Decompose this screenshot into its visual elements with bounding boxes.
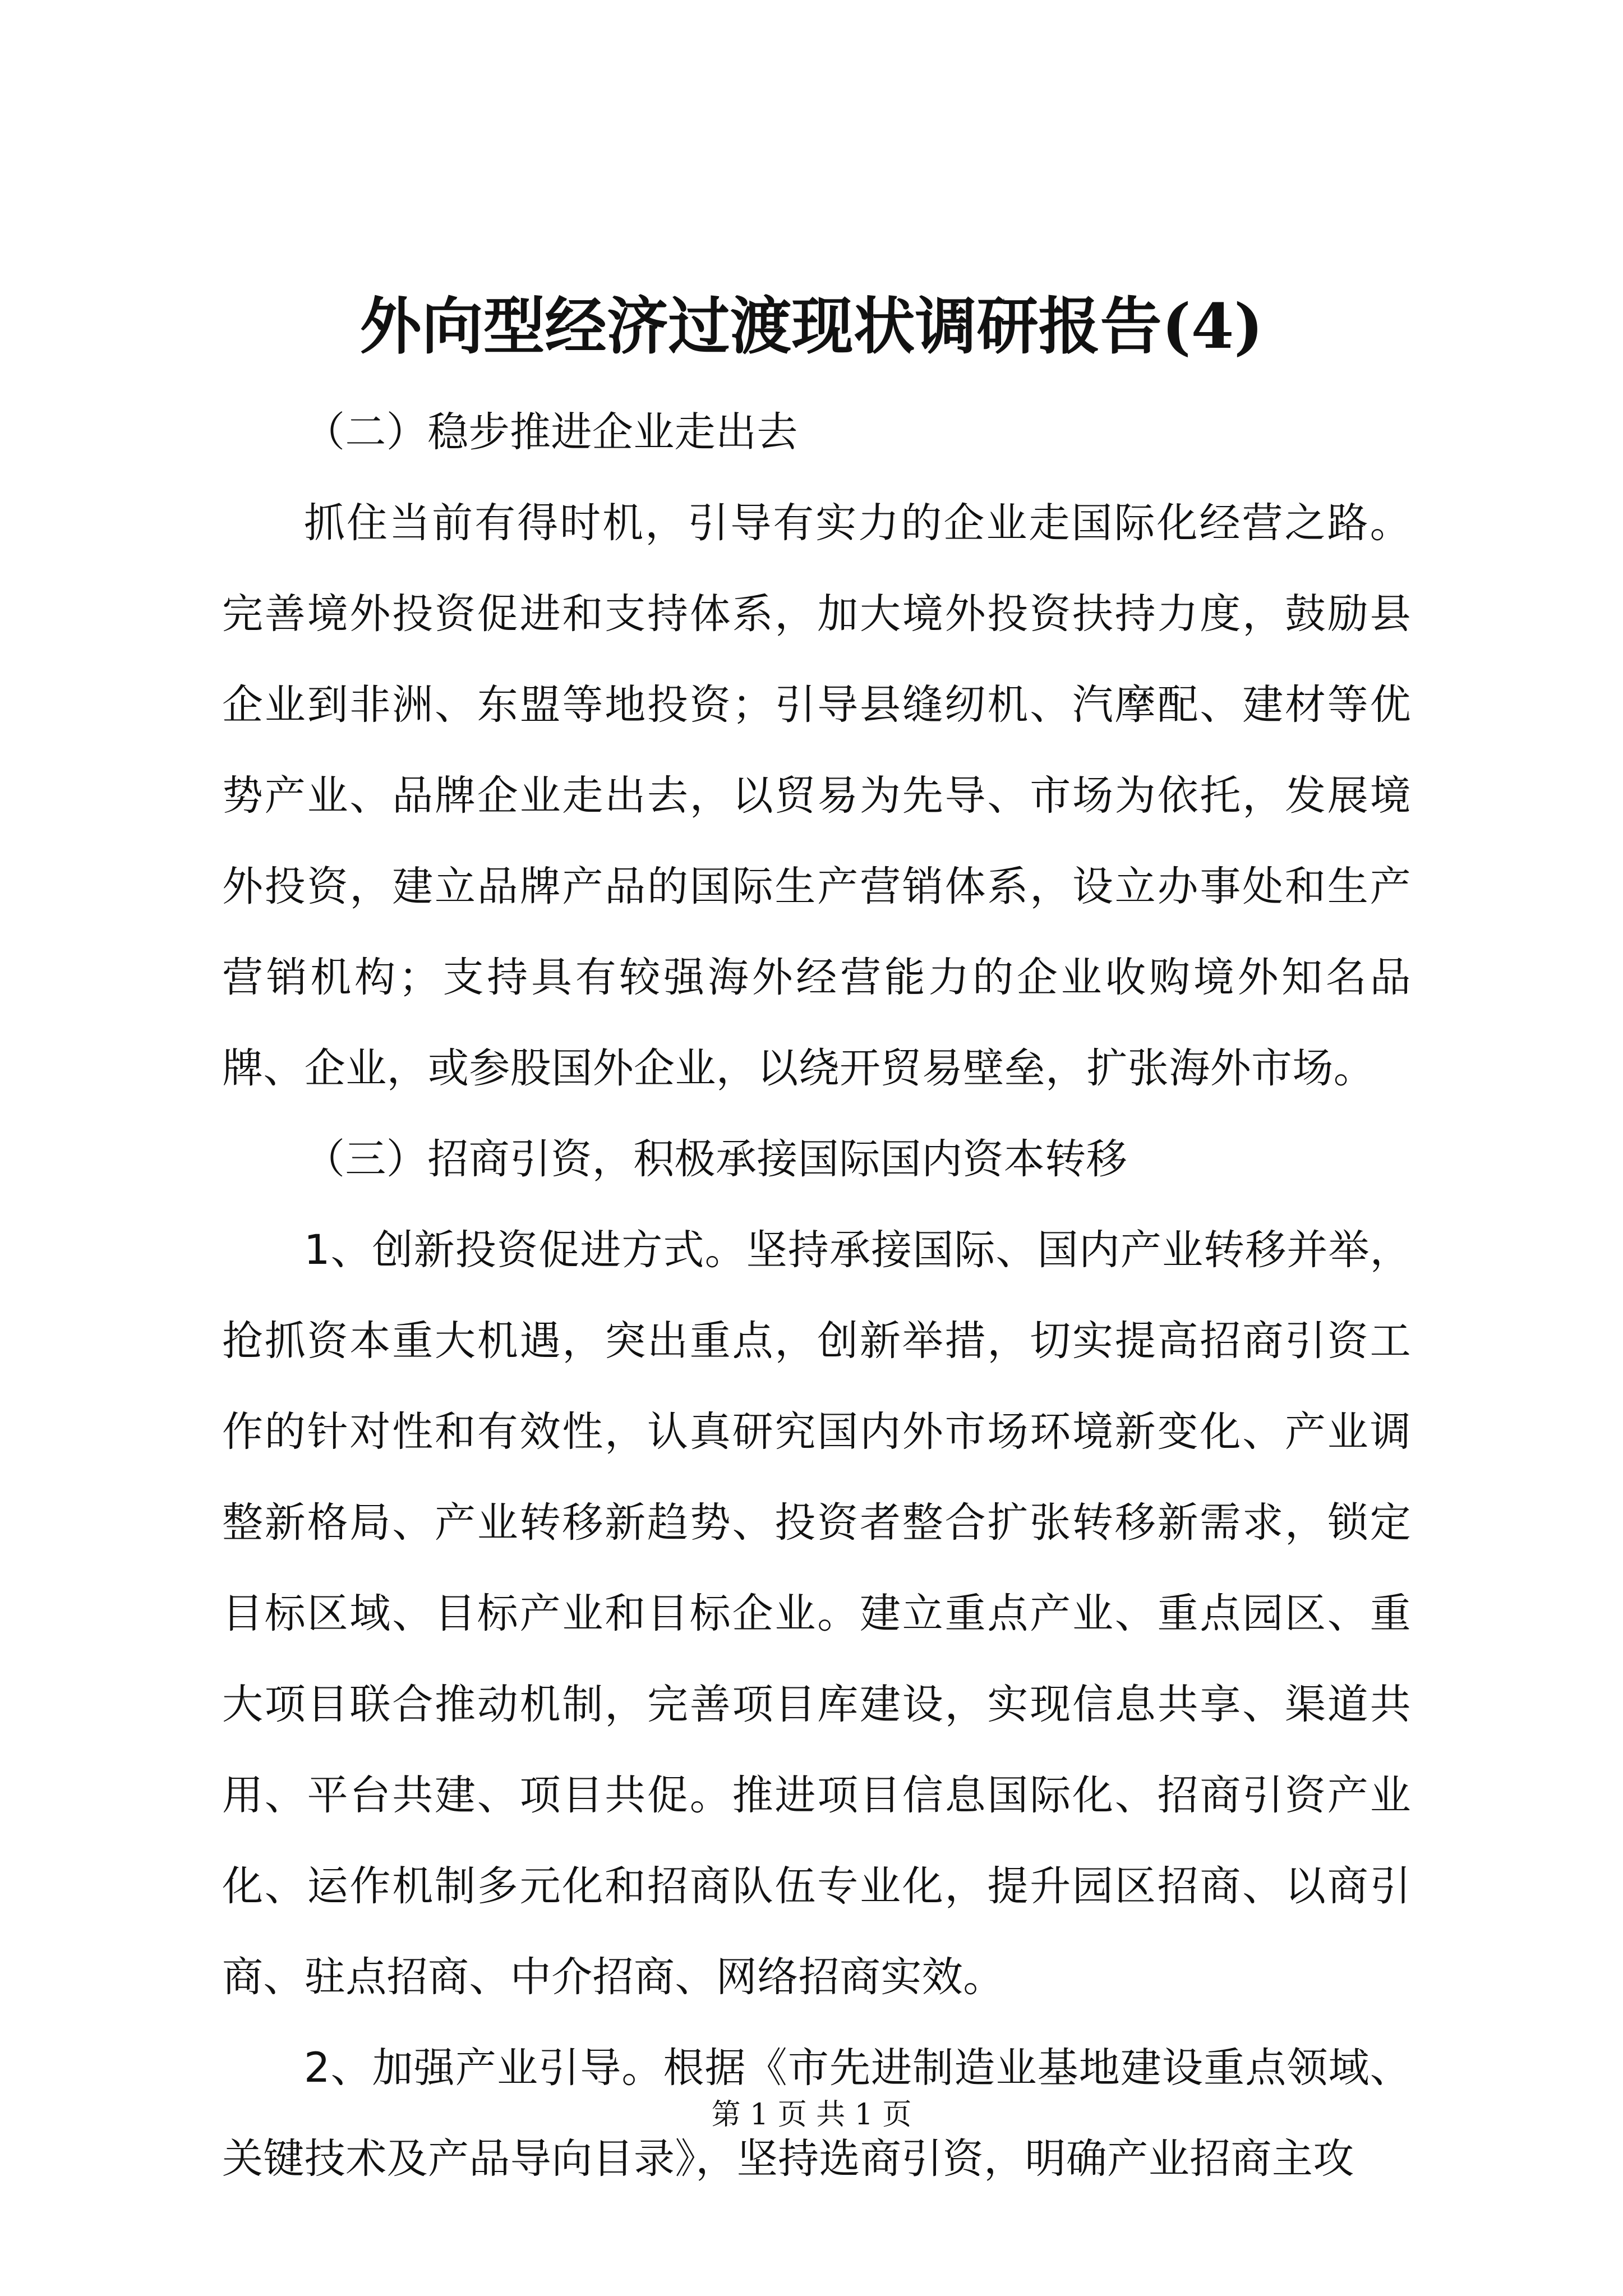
paragraph: 抓住当前有得时机，引导有实力的企业走国际化经营之路。完善境外投资促进和支持体系，加大境外投资扶持力度，鼓励县企业到非洲、东盟等地投资；引导县缝纫机、汽摩配、建材等优势产业、品牌企业走出去，以贸易为先导、市场为依托，发展境外投资，建立品牌产品的国际生产营销体系，设立办事处和生产营销机构；支持具有较强海外经营能力的企业收购境外知名品牌、企业，或参股国外企业，以绕开贸易壁垒，扩张海外市场。 (222, 499, 1411, 1092)
document-title: 外向型经济过渡现状调研报告(4) (359, 290, 1264, 362)
section-heading-2: （二）稳步推进企业走出去 (304, 408, 798, 456)
page-number-label: 第 1 页 共 1 页 (711, 2098, 912, 2132)
page-footer (0, 2095, 1623, 2134)
section-heading-3: （三）招商引资，积极承接国际国内资本转移 (304, 1135, 1127, 1183)
paragraph: 1、创新投资促进方式。坚持承接国际、国内产业转移并举，抢抓资本重大机遇，突出重点，创新举措，切实提高招商引资工作的针对性和有效性，认真研究国内外市场环境新变化、产业调整新格局、产业转移新趋势、投资者整合扩张转移新需求，锁定目标区域、目标产业和目标企业。建立重点产业、重点园区、重大项目联合推动机制，完善项目库建设，实现信息共享、渠道共用、平台共建、项目共促。推进项目信息国际化、招商引资产业化、运作机制多元化和招商队伍专业化，提升园区招商、以商引商、驻点招商、中介招商、网络招商实效。 (222, 1226, 1411, 2001)
document-body (222, 387, 1411, 2205)
paragraph: 2、加强产业引导。根据《市先进制造业基地建设重点领域、关键技术及产品导向目录》，坚持选商引资，明确产业招商主攻 (222, 2044, 1411, 2183)
